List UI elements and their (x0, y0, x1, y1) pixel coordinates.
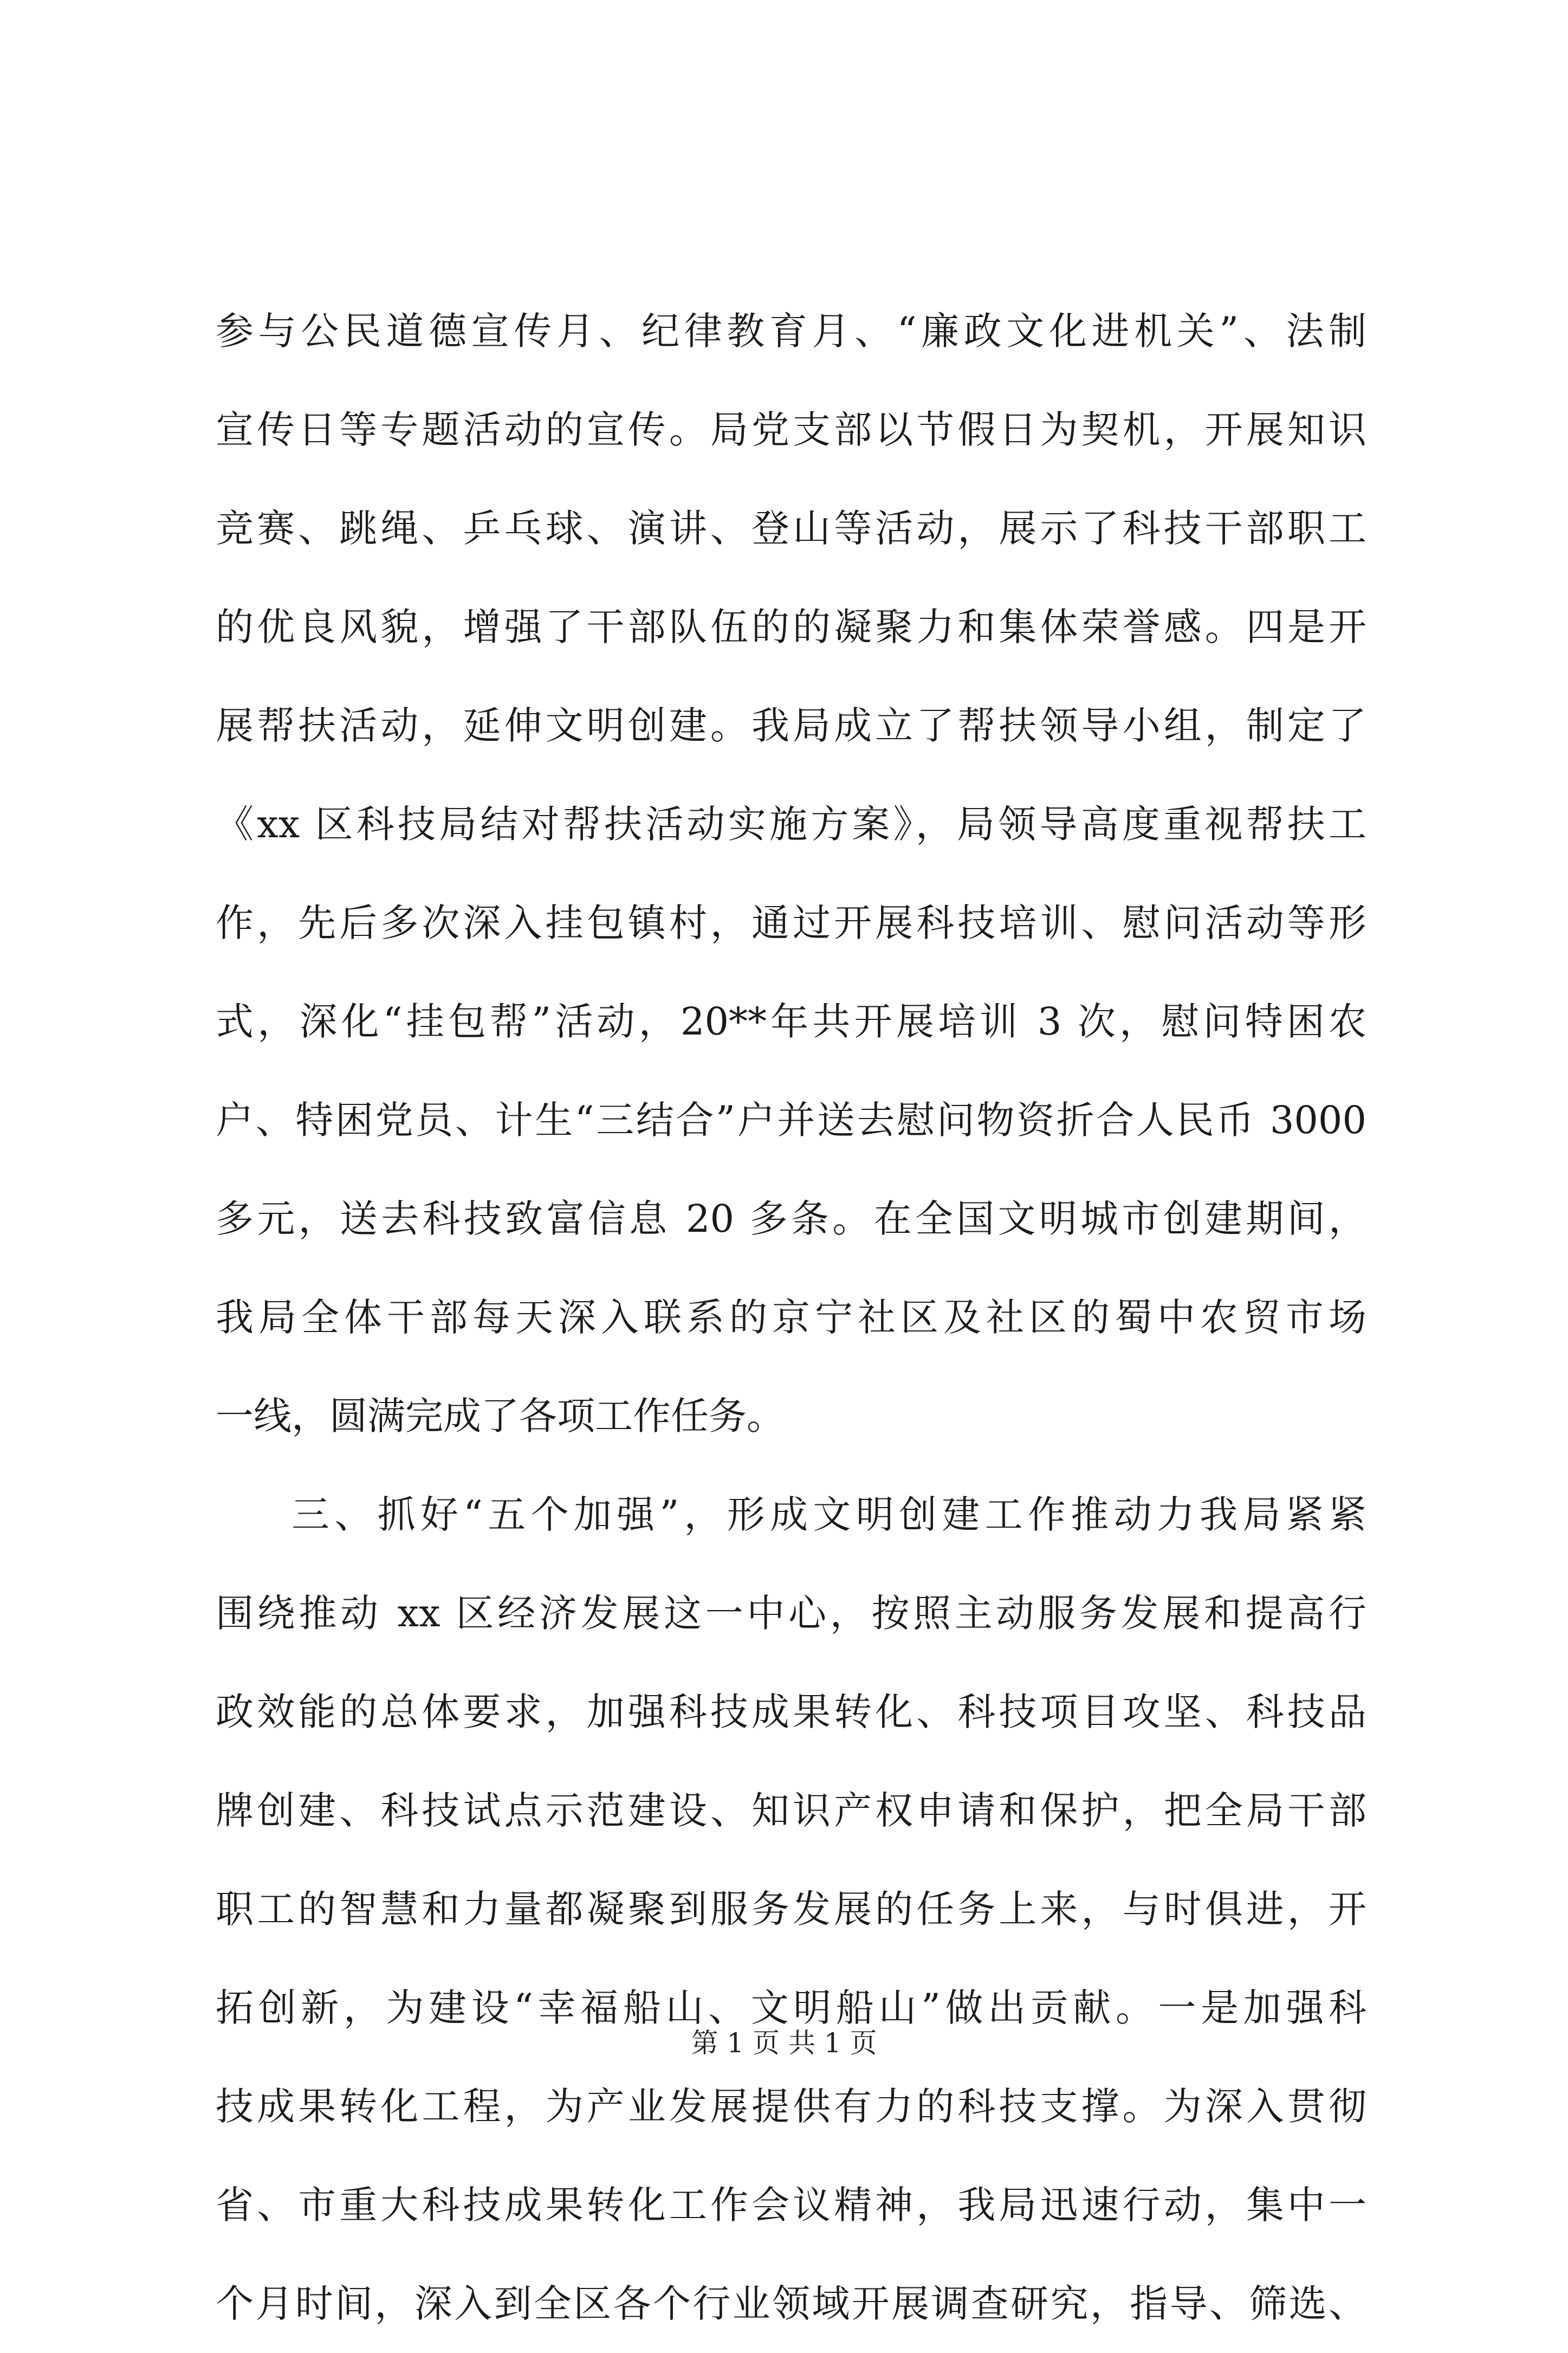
page-footer: 第 1 页 共 1 页 (691, 2027, 877, 2059)
text-line: 个月时间，深入到全区各个行业领域开展调查研究，指导、筛选、 (216, 2281, 1366, 2326)
text-line: 围绕推动 xx 区经济发展这一中心，按照主动服务发展和提高行 (216, 1591, 1366, 1636)
text-line: 我局全体干部每天深入联系的京宁社区及社区的蜀中农贸市场 (216, 1295, 1366, 1340)
text-line: 牌创建、科技试点示范建设、知识产权申请和保护，把全局干部 (216, 1788, 1366, 1833)
text-line: 竞赛、跳绳、乒乓球、演讲、登山等活动，展示了科技干部职工 (216, 506, 1366, 551)
text-line: 政效能的总体要求，加强科技成果转化、科技项目攻坚、科技品 (216, 1690, 1366, 1734)
text-line: 作，先后多次深入挂包镇村，通过开展科技培训、慰问活动等形 (216, 901, 1366, 945)
text-line: 宣传日等专题活动的宣传。局党支部以节假日为契机，开展知识 (216, 408, 1366, 452)
text-line: 的优良风貌，增强了干部队伍的的凝聚力和集体荣誉感。四是开 (216, 605, 1366, 649)
text-line: 式，深化“挂包帮”活动，20**年共开展培训 3 次，慰问特困农 (216, 999, 1366, 1044)
text-line: 参与公民道德宣传月、纪律教育月、“廉政文化进机关”、法制 (216, 309, 1366, 353)
text-line: 《xx 区科技局结对帮扶活动实施方案》，局领导高度重视帮扶工 (216, 802, 1366, 846)
text-line: 技成果转化工程，为产业发展提供有力的科技支撑。为深入贯彻 (216, 2084, 1366, 2129)
text-line: 户、特困党员、计生“三结合”户并送去慰问物资折合人民币 3000 (216, 1098, 1366, 1142)
text-line: 展帮扶活动，延伸文明创建。我局成立了帮扶领导小组，制定了 (216, 703, 1366, 748)
text-line: 省、市重大科技成果转化工作会议精神，我局迅速行动，集中一 (216, 2183, 1366, 2227)
section-heading-line: 三、抓好“五个加强”，形成文明创建工作推动力我局紧紧 (291, 1492, 1366, 1537)
text-line: 多元，送去科技致富信息 20 多条。在全国文明城市创建期间， (216, 1197, 1366, 1241)
text-line: 拓创新，为建设“幸福船山、文明船山”做出贡献。一是加强科 (216, 1986, 1366, 2030)
text-line: 职工的智慧和力量都凝聚到服务发展的任务上来，与时俱进，开 (216, 1887, 1366, 1931)
text-line: 一线，圆满完成了各项工作任务。 (216, 1394, 785, 1438)
